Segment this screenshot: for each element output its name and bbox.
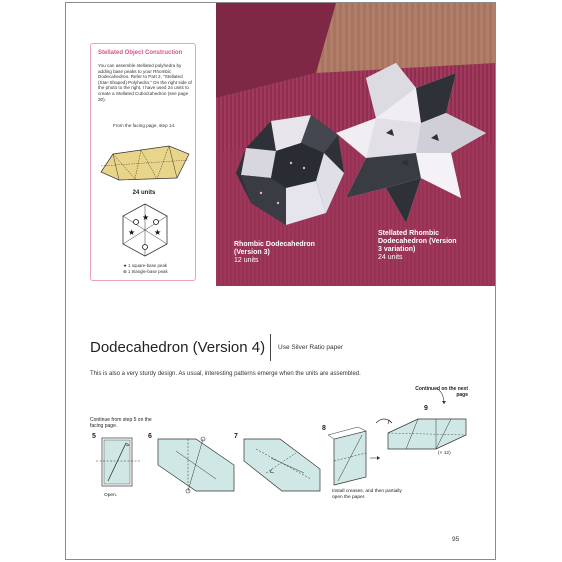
folding-steps-diagram [66, 3, 496, 560]
page-number: 95 [452, 536, 460, 543]
sidebar-units-label: 24 units [132, 190, 156, 196]
circle-icon: ⊗ [123, 268, 128, 274]
step-5-number: 5 [92, 433, 96, 440]
paper-note: Use Silver Ratio paper [278, 344, 344, 351]
sidebar-body: You can assemble stellated polyhedra by adding base peaks to your Rhombic Dodecahedron. Refer to Part 2, "Stellated (Star-Shaped) Polyhedra." On the right side of the photo to the right, I have used 24 units to create a Stellated Cuboctahedron (see page 30). [98, 63, 192, 102]
svg-text:★: ★ [154, 228, 162, 237]
step-5-note: Open. [104, 493, 118, 498]
sidebar-title: Stellated Object Construction [98, 50, 183, 56]
legend-square-peak-label: 1 square-base peak [128, 263, 167, 268]
caption-stellated-title: Stellated Rhombic Dodecahedron (Version 3 variation) [378, 230, 457, 253]
intro-text: This is also a very sturdy design. As usual, interesting patterns emerge when the units are assembled. [90, 371, 361, 377]
step-7-diagram [244, 439, 320, 491]
book-page [65, 2, 496, 560]
legend-triangle-peak-label: 1 triangle-base peak [127, 268, 168, 274]
continued-next-note: Continued on the next page [415, 386, 468, 398]
step-7-number: 7 [234, 433, 238, 440]
star-icon: ★ [123, 263, 129, 268]
step-8-note: Install creases, and then partially open the paper. [332, 489, 402, 500]
caption-rhombic-title: Rhombic Dodecahedron (Version 3) [234, 241, 315, 256]
step-8-diagram [328, 419, 392, 485]
caption-rhombic-units: 12 units [234, 257, 259, 264]
sidebar-note: From the facing page, step 14. [113, 123, 176, 128]
svg-text:★: ★ [142, 213, 150, 222]
step-9-diagram [388, 388, 466, 449]
continued-from-note: Continue from step 5 on the facing page. [90, 417, 152, 429]
step-5-diagram [96, 438, 140, 486]
step-9-note: (× 12) [438, 451, 451, 456]
step-6-number: 6 [148, 433, 152, 440]
caption-stellated-units: 24 units [378, 254, 403, 261]
step-9-number: 9 [424, 405, 428, 412]
step-6-diagram [158, 437, 234, 493]
step-8-number: 8 [322, 425, 326, 432]
section-title: Dodecahedron (Version 4) [90, 339, 266, 356]
svg-text:★: ★ [128, 228, 136, 237]
